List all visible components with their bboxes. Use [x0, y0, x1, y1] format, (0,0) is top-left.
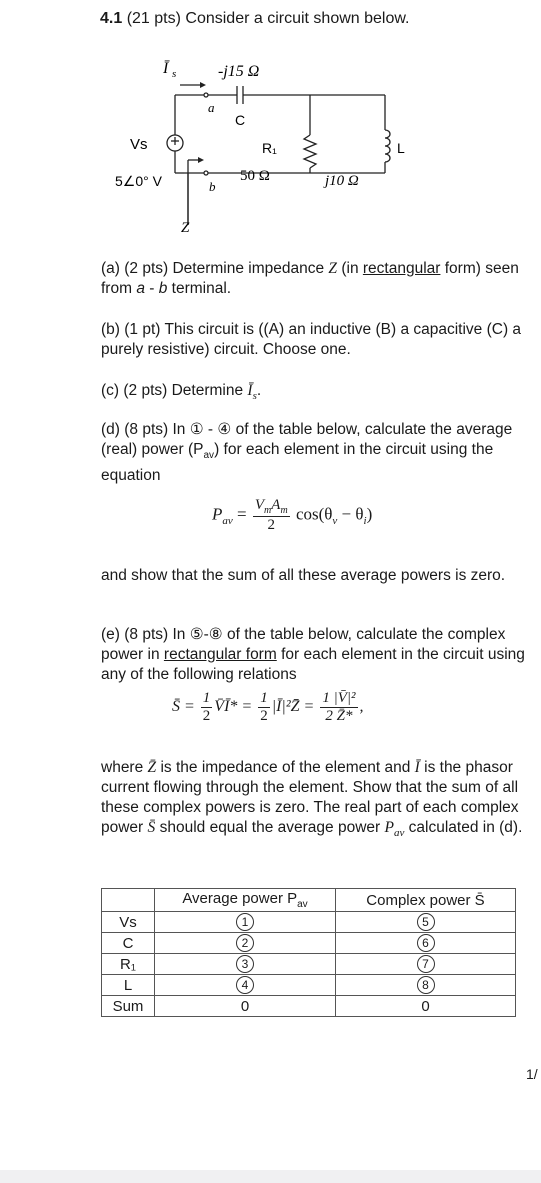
z-label: Z	[181, 220, 190, 235]
answer-slot-2: 2	[236, 934, 254, 952]
header-average-power: Average power $P_{av}$	[155, 889, 336, 912]
sum-complex: 0	[336, 996, 516, 1017]
answer-slot-6: 6	[417, 934, 435, 952]
question-a: (a) (2 pts) Determine impedance Z (in rectangular form) seen from a - b terminal.	[101, 260, 519, 297]
table-header-row	[102, 889, 516, 912]
question-d: (d) (8 pts) In ① - ④ of the table below, calculate the average (real) power $(P_{av})$ for each element in the circuit using the equation	[101, 421, 513, 485]
footer-bar	[0, 1170, 541, 1183]
table-row	[102, 954, 516, 975]
header-element	[102, 889, 155, 912]
circuit-diagram	[100, 55, 430, 235]
question-c: (c) (2 pts) Determine $Ī_s$.	[101, 382, 262, 403]
row-element: R₁	[102, 954, 155, 975]
problem-title	[100, 10, 410, 28]
cap-name-label: C	[235, 112, 246, 128]
row-element: C	[102, 933, 155, 954]
table-row	[102, 912, 516, 933]
question-e-after: where Z̄ is the impedance of the element and Ī is the phasor current flowing through the element. Show that the sum of all these complex powers is zero. The real part of each complex power S̄ should equal the average power $P_{av}$ calculated in (d).	[101, 759, 523, 840]
answer-slot-5: 5	[417, 913, 435, 931]
row-element: Sum	[102, 996, 155, 1017]
question-e: (e) (8 pts) In ⑤-⑧ of the table below, calculate the complex power in rectangular form for each element in the circuit using any of the following relations	[101, 626, 525, 683]
question-d-after: and show that the sum of all these average powers is zero.	[101, 567, 506, 584]
node-a-label: a	[208, 100, 215, 115]
inductor-name-label: L	[397, 140, 405, 156]
sum-average: 0	[155, 996, 336, 1017]
pav-fraction: $\frac{V_mA_m}{2}$	[254, 497, 288, 533]
answer-slot-1: 1	[236, 913, 254, 931]
complex-power-equation: S̄ = $\frac{1}{2}$ V̄Ī* = $\frac{1}{2}$ |Ī|²Z̄ = $\frac{\text{1 |V̄|²}}{2 Z̄*}$ ,	[172, 690, 364, 724]
page-number: 1/	[526, 1066, 538, 1082]
answer-slot-3: 3	[236, 955, 254, 973]
question-b: (b) (1 pt) This circuit is ((A) an inductive (B) a capacitive (C) a purely resistive) circuit. Choose one.	[101, 321, 522, 358]
problem-title-text: (21 pts) Consider a circuit shown below.	[122, 10, 410, 27]
table-row-sum	[102, 996, 516, 1017]
row-element: Vs	[102, 912, 155, 933]
problem-number: 4.1	[100, 10, 123, 27]
header-complex-power: Complex power S̄	[336, 889, 516, 912]
table-row	[102, 975, 516, 996]
source-name-label: Vs	[130, 136, 148, 153]
row-element: L	[102, 975, 155, 996]
resistor-name-label: R₁	[262, 140, 277, 156]
inductor-value-label: j10 Ω	[325, 173, 359, 189]
source-value-label: 5∠0° V	[115, 173, 162, 189]
power-table	[101, 888, 516, 1017]
answer-slot-4: 4	[236, 976, 254, 994]
answer-slot-8: 8	[417, 976, 435, 994]
cap-impedance-label: -j15 Ω	[218, 63, 260, 80]
answer-slot-7: 7	[417, 955, 435, 973]
resistor-value-label: 50 Ω	[240, 168, 270, 184]
average-power-equation: $P_{av}$ = $\frac{V_mA_m}{2}$ $\cos(\theta_v - \theta_i)$	[212, 497, 373, 533]
node-b-label: b	[209, 179, 216, 194]
table-row	[102, 933, 516, 954]
current-label-sub: s	[172, 68, 177, 80]
current-label: Ī	[163, 60, 169, 77]
